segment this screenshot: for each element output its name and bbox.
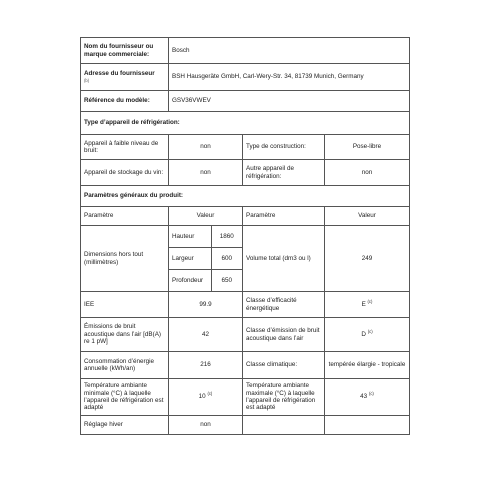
dimensions-row [81,226,410,292]
dimensions-values [169,226,243,292]
winter-row [81,416,410,435]
supplier-address-row [81,64,410,91]
other-appliance-label: Autre appareil de réfrigération: [243,160,325,186]
min-temp-label: Température ambiante minimale (°C) à laquelle l’appareil de réfrigération est adapté [81,379,169,416]
construction-label: Type de construction: [243,135,325,160]
width-label: Largeur [169,248,211,270]
params-heading-row [81,186,410,207]
efficiency-note: (c) [367,298,373,304]
model-row [81,91,410,112]
noise-value: 42 [169,318,243,352]
winter-value: non [169,416,243,435]
low-noise-value: non [169,135,243,160]
col-value-right: Valeur [325,207,410,226]
max-temp-cell [325,379,410,416]
low-noise-label: Appareil à faible niveau de bruit: [81,135,169,160]
efficiency-value: E [361,300,366,308]
depth-value: 650 [211,270,242,292]
supplier-name-label: Nom du fournisseur ou marque commerciale: [81,38,169,64]
noise-row [81,318,410,352]
supplier-address-cell [81,64,169,91]
noise-class-cell [325,318,410,352]
efficiency-cell [325,292,410,318]
consumption-label: Consommation d’énergie annuelle (kWh/an) [81,352,169,379]
climate-value: tempérée élargie - tropicale [325,352,410,379]
type-heading-row [81,112,410,135]
wine-label: Appareil de stockage du vin: [81,160,169,186]
type-heading: Type d’appareil de réfrigération: [81,112,410,135]
iee-label: IEE [81,292,169,318]
noise-class-label: Classe d’émission de bruit acoustique dans l’air [243,318,325,352]
params-column-header-row [81,207,410,226]
consumption-row [81,352,410,379]
construction-value: Pose-libre [325,135,410,160]
noise-class-value: D [361,330,366,338]
other-appliance-value: non [325,160,410,186]
dimensions-label: Dimensions hors tout (millimètres) [81,226,169,292]
temperature-row [81,379,410,416]
supplier-name-value: Bosch [169,38,410,64]
iee-value: 99.9 [169,292,243,318]
max-temp-label: Température ambiante maximale (°C) à laquelle l’appareil de réfrigération est adapté [243,379,325,416]
low-noise-row [81,135,410,160]
model-value: GSV36VWEV [169,91,410,112]
height-label: Hauteur [169,226,211,248]
product-information-sheet [80,37,409,435]
col-param-left: Paramètre [81,207,169,226]
max-temp-value: 43 [360,393,368,401]
dimensions-subtable [169,226,242,291]
noise-class-note: (c) [367,328,373,334]
winter-empty-label [243,416,325,435]
supplier-address-note: (b) [84,78,90,83]
min-temp-cell [169,379,243,416]
winter-empty-value [325,416,410,435]
wine-row [81,160,410,186]
volume-value: 249 [325,226,410,292]
winter-label: Réglage hiver [81,416,169,435]
model-label: Référence du modèle: [81,91,169,112]
noise-label: Émissions de bruit acoustique dans l’air [dB(A) re 1 pW] [81,318,169,352]
climate-label: Classe climatique: [243,352,325,379]
iee-row [81,292,410,318]
height-value: 1860 [211,226,242,248]
width-value: 600 [211,248,242,270]
supplier-name-row [81,38,410,64]
product-table [80,37,410,435]
efficiency-label: Classe d’efficacité énergétique [243,292,325,318]
col-value-left: Valeur [169,207,243,226]
col-param-right: Paramètre [243,207,325,226]
max-temp-note: (c) [368,391,374,397]
wine-value: non [169,160,243,186]
depth-label: Profondeur [172,276,204,284]
supplier-address-label: Adresse du fournisseur [84,69,155,77]
min-temp-value: 10 [198,393,206,401]
supplier-address-value: BSH Hausgeräte GmbH, Carl-Wery-Str. 34, 81739 Munich, Germany [169,64,410,91]
consumption-value: 216 [169,352,243,379]
min-temp-note: (c) [207,391,213,397]
params-heading: Paramètres généraux du produit: [81,186,410,207]
volume-label: Volume total (dm3 ou l) [243,226,325,292]
